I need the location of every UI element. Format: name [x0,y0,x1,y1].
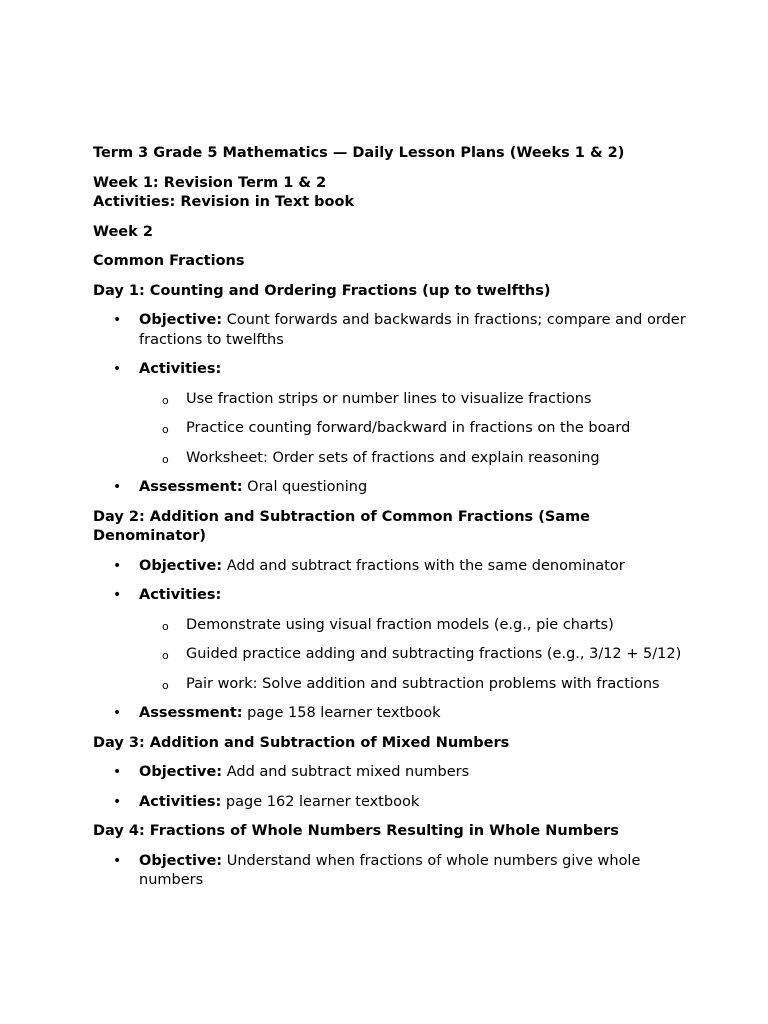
sub-bullet-icon: o [162,649,169,662]
day2-activity-item [93,675,693,695]
sub-bullet-icon: o [162,619,169,633]
activities-label: Activities: [139,361,222,377]
day2-assessment [93,704,693,724]
sub-bullet-icon: o [162,423,169,436]
day1-activity-item [93,390,693,410]
sub-bullet-icon: o [162,452,169,466]
activities-label: Activities: [139,793,222,810]
bullet-icon: • [113,479,122,495]
activities-text: page 162 learner textbook [221,793,420,810]
day4-heading: Day 4: Fractions of Whole Numbers Resulting in Whole Numbers [93,823,619,839]
day1-objective [93,311,693,350]
bullet-icon: • [113,705,122,721]
day2-list [93,557,693,724]
day3-heading: Day 3: Addition and Subtraction of Mixed Numbers [93,734,510,751]
bullet-icon: • [113,793,122,810]
assessment-label: Assessment: [139,705,243,721]
day3-activities [93,793,693,813]
day1-heading: Day 1: Counting and Ordering Fractions (up to twelfths) [93,282,551,299]
week1-activities: Activities: Revision in Text book [93,194,355,210]
objective-label: Objective: [139,764,223,780]
assessment-label: Assessment: [139,479,243,495]
day3-objective [93,763,693,783]
day2-activity-item [93,616,693,636]
bullet-icon: • [113,312,122,328]
objective-text: Understand when fractions of whole numbers give whole numbers [139,852,641,888]
week2-heading: Week 2 [93,223,153,240]
day2-heading: Day 2: Addition and Subtraction of Common Fractions (Same Denominator) [93,508,591,544]
day1-activity-item [93,449,693,469]
bullet-icon: • [113,587,122,603]
objective-text: Add and subtract mixed numbers [222,764,470,780]
bullet-icon: • [113,852,122,869]
activity-text: Worksheet: Order sets of fractions and explain reasoning [186,449,600,466]
activity-text: Use fraction strips or number lines to visualize fractions [186,390,592,407]
bullet-icon: • [113,361,122,377]
bullet-icon: • [113,764,122,780]
document-page [93,144,693,891]
objective-label: Objective: [139,312,223,328]
activity-text: Practice counting forward/backward in fractions on the board [186,420,631,436]
day4-objective [93,852,693,891]
activity-text: Demonstrate using visual fraction models (e.g., pie charts) [186,616,614,633]
day2-activity-item [93,645,693,665]
objective-text: Count forwards and backwards in fractions; compare and order fractions to twelfths [139,312,686,348]
day1-assessment [93,478,693,498]
day1-list [93,311,693,498]
sub-bullet-icon: o [162,393,169,407]
day4-list [93,852,693,891]
assessment-text: Oral questioning [242,479,368,495]
day2-activities [93,586,693,606]
day1-activities [93,360,693,380]
assessment-text: page 158 learner textbook [242,705,441,721]
document-title: Term 3 Grade 5 Mathematics — Daily Lesson Plans (Weeks 1 & 2) [93,145,625,161]
day3-list [93,763,693,812]
activities-label: Activities: [139,587,222,603]
sub-bullet-icon: o [162,678,169,692]
bullet-icon: • [113,557,122,574]
activity-text: Pair work: Solve addition and subtraction problems with fractions [186,675,660,692]
objective-label: Objective: [139,852,223,869]
objective-text: Add and subtract fractions with the same denominator [222,557,625,574]
day2-objective [93,557,693,577]
day1-activity-item [93,419,693,439]
activity-text: Guided practice adding and subtracting fractions (e.g., 3/12 + 5/12) [186,646,682,662]
topic-heading: Common Fractions [93,253,245,269]
week1-heading: Week 1: Revision Term 1 & 2 [93,174,327,191]
objective-label: Objective: [139,557,223,574]
